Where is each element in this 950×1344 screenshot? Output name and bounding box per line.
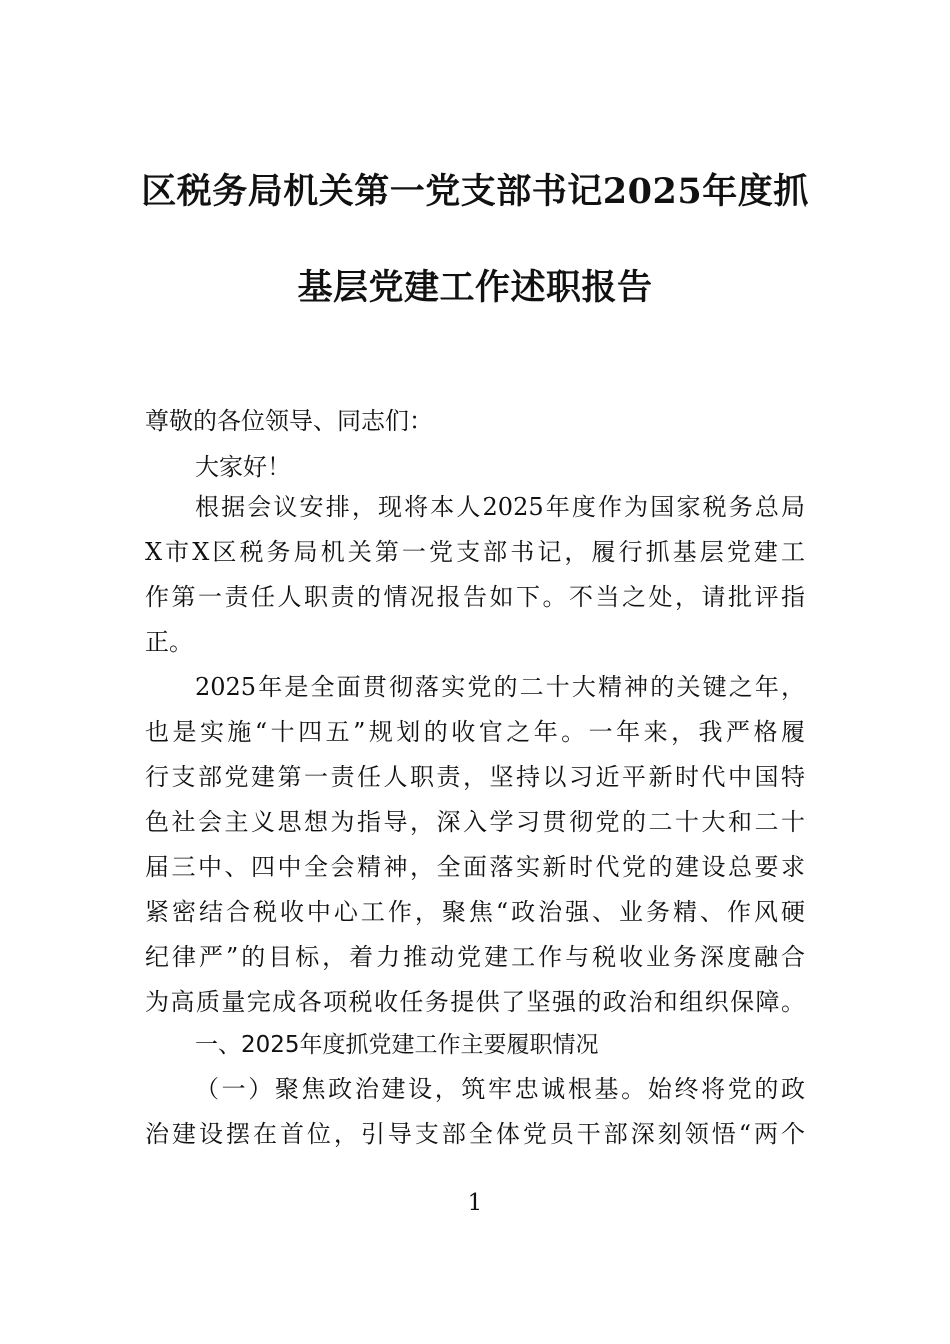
paragraph-line: （一）聚焦政治建设，筑牢忠诚根基。始终将党的政 [195, 1075, 805, 1103]
paragraph-line: 色社会主义思想为指导，深入学习贯彻党的二十大和二十 [145, 808, 805, 836]
paragraph-line: 为高质量完成各项税收任务提供了坚强的政治和组织保障。 [145, 988, 805, 1016]
document-title-line-2: 基层党建工作述职报告 [297, 267, 653, 308]
paragraph-line: 纪律严”的目标，着力推动党建工作与税收业务深度融合 [145, 943, 805, 971]
page-number: 1 [467, 1190, 483, 1216]
paragraph-line: X市X区税务局机关第一党支部书记，履行抓基层党建工 [145, 538, 805, 566]
paragraph-line: 正。 [145, 628, 193, 656]
salutation: 尊敬的各位领导、同志们： [145, 407, 433, 435]
greeting: 大家好！ [195, 453, 291, 481]
paragraph-line: 治建设摆在首位，引导支部全体党员干部深刻领悟“两个 [145, 1120, 805, 1148]
paragraph-line: 2025年是全面贯彻落实党的二十大精神的关键之年， [195, 673, 805, 701]
paragraph-line: 行支部党建第一责任人职责，坚持以习近平新时代中国特 [145, 763, 805, 791]
paragraph-line: 届三中、四中全会精神，全面落实新时代党的建设总要求 [145, 853, 805, 881]
paragraph-line: 也是实施“十四五”规划的收官之年。一年来，我严格履 [145, 718, 805, 746]
section-heading-1: 一、2025年度抓党建工作主要履职情况 [195, 1032, 599, 1058]
document-title-line-1: 区税务局机关第一党支部书记2025年度抓 [141, 171, 809, 212]
paragraph-line: 紧密结合税收中心工作，聚焦“政治强、业务精、作风硬 [145, 898, 805, 926]
paragraph-line: 作第一责任人职责的情况报告如下。不当之处，请批评指 [145, 583, 805, 611]
paragraph-line: 根据会议安排，现将本人2025年度作为国家税务总局 [195, 493, 805, 521]
